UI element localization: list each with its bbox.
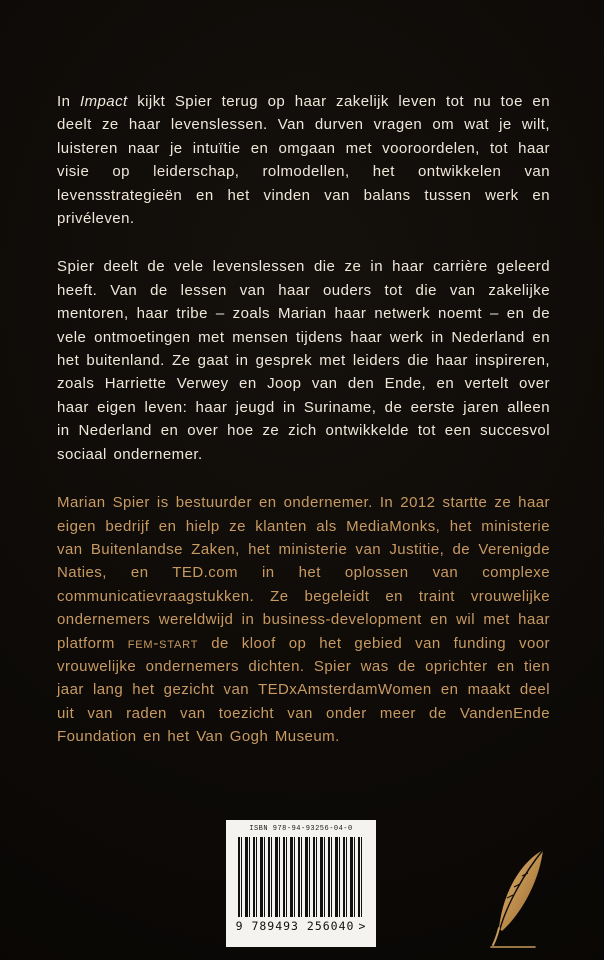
paragraph-1-prefix: In	[57, 93, 80, 110]
book-title-italic: Impact	[79, 93, 128, 110]
isbn-label: ISBN 978-94-93256-04-0	[249, 825, 353, 833]
platform-name-smallcaps: fem-start	[127, 634, 199, 652]
author-bio-paragraph	[57, 491, 550, 748]
back-cover-text	[57, 90, 550, 749]
barcode-bars-icon	[238, 837, 364, 917]
blurb-paragraph-1	[57, 90, 550, 230]
ean-number: 9 789493 256040	[235, 919, 355, 933]
paragraph-1-body: kijkt Spier terug op haar zakelijk leven tot nu toe en deelt ze haar levenslessen. Van durven vragen om wat je wilt, luisteren naar je intuïtie en omgaan met vooroordelen, tot haar visie op leiderschap, rolmodellen, het ontwikkelen van levensstrategieën en het vinden van balans tussen werk en privéleven.	[57, 93, 551, 228]
bio-part-2: de kloof op het gebied van funding voor vrouwelijke ondernemers dichten. Spier was de oprichter en tien jaar lang het gezicht van TEDxAmsterdamWomen en maakt deel uit van raden van toezicht van onder meer de VandenEnde Foundation en het Van Gogh Museum.	[57, 634, 550, 746]
ean-arrow: >	[358, 919, 367, 933]
barcode-block	[226, 820, 376, 947]
blurb-paragraph-2: Spier deelt de vele levenslessen die ze in haar carrière geleerd heeft. Van de lessen van haar ouders tot die van zakelijke mentoren, haar tribe – zoals Marian haar netwerk noemt – en de vele ontmoetingen met mensen tijdens haar werk in Nederland en het buitenland. Ze gaat in gesprek met leiders die haar inspireren, zoals Harriette Verwey en Joop van den Ende, en vertelt over haar eigen leven: haar jeugd in Suriname, de eerste jaren alleen in Nederland en over hoe ze zich ontwikkelde tot een succesvol sociaal ondernemer.	[57, 258, 550, 463]
quill-feather-logo-icon	[483, 848, 555, 950]
bio-part-1: Marian Spier is bestuurder en ondernemer. In 2012 startte ze haar eigen bedrijf en hielp ze klanten als MediaMonks, het ministerie van Buitenlandse Zaken, het ministerie van Justitie, de Verenigde Naties, en TED.com in het oplossen van complexe communicatievraagstukken. Ze begeleidt en traint vrouwelijke ondernemers wereldwijd in business-development en wil met haar platform	[57, 494, 550, 652]
ean-number-row	[236, 919, 367, 933]
